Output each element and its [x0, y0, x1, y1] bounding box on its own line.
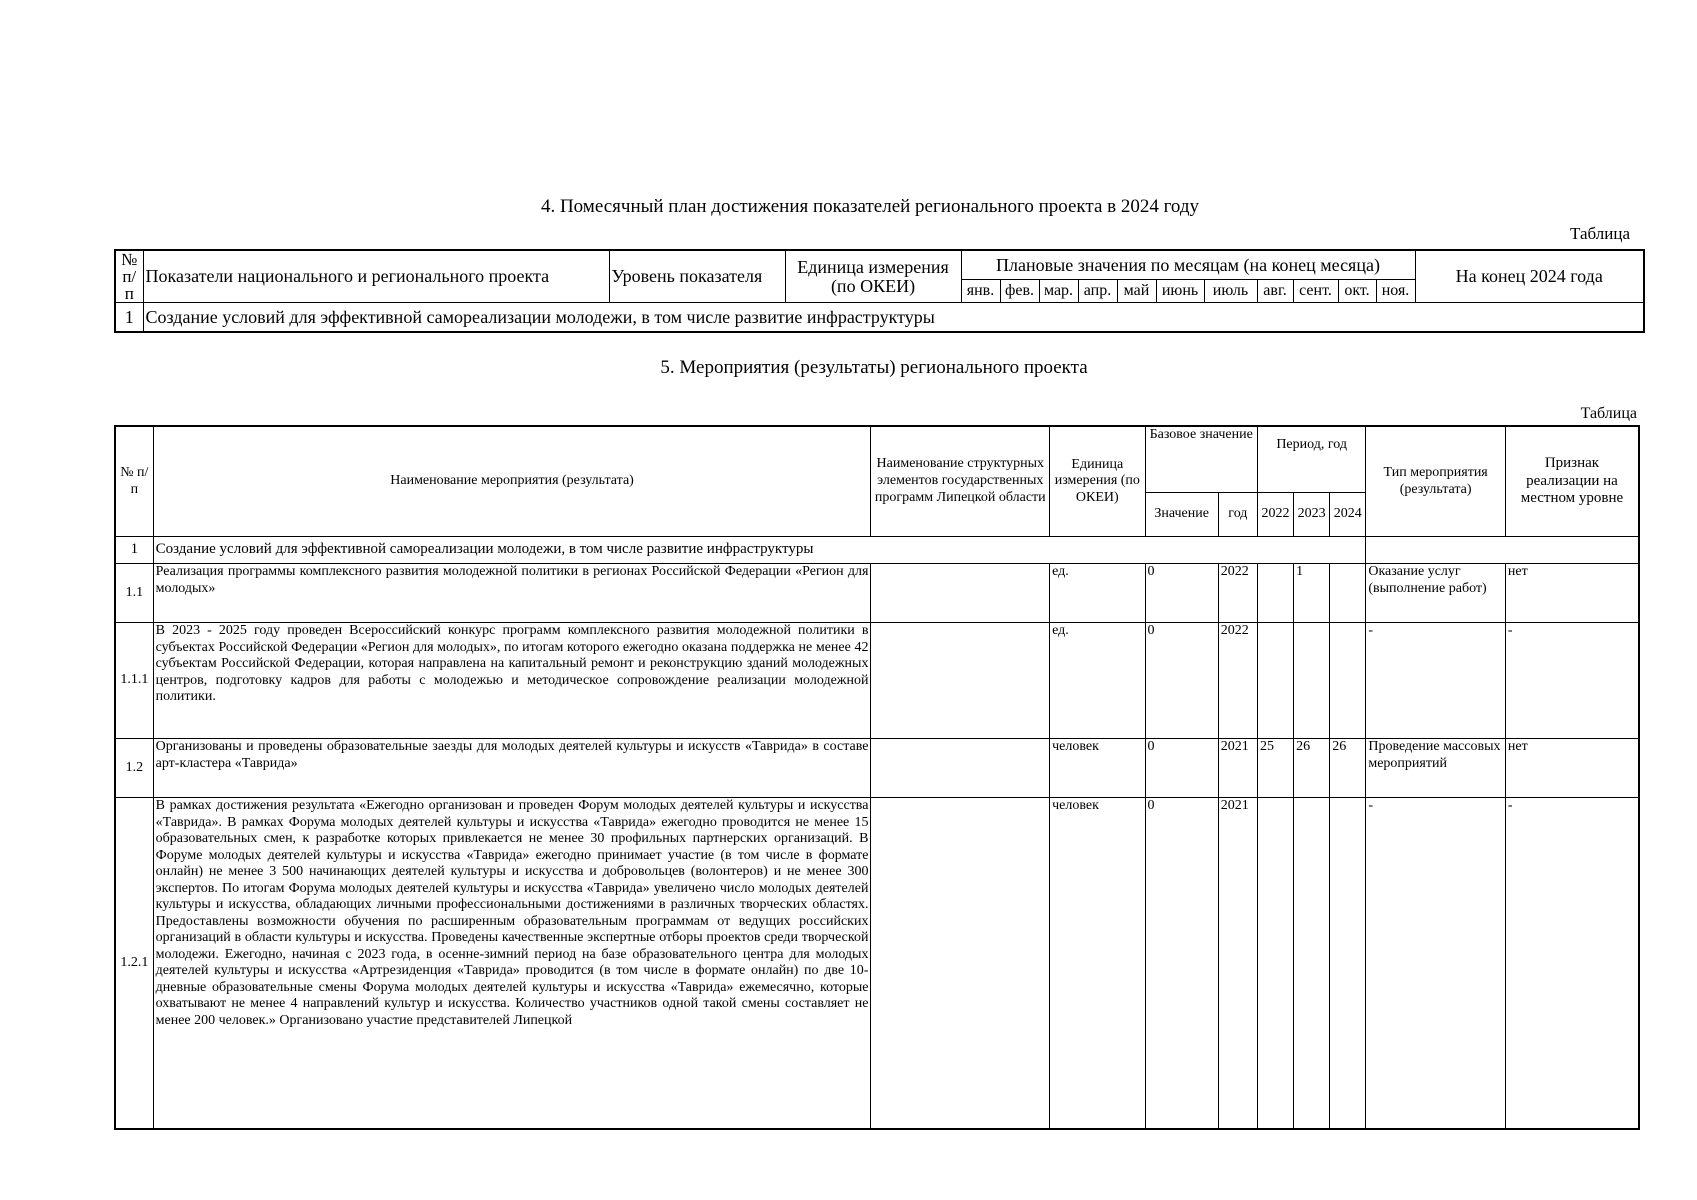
row-unit: человек — [1050, 798, 1145, 1130]
row-2022 — [1257, 564, 1293, 623]
col-header-indicators: Показатели национального и регионального проекта — [143, 250, 609, 303]
row-num: 1.1.1 — [115, 623, 153, 739]
section-row — [115, 537, 1639, 564]
row-2023: 1 — [1294, 564, 1330, 623]
row-struct — [871, 739, 1050, 798]
col-header-unit: Единица измерения (по ОКЕИ) — [1050, 426, 1145, 537]
row-base-value: 0 — [1145, 564, 1218, 623]
month-header: янв. — [961, 280, 1000, 303]
month-header: июль — [1204, 280, 1257, 303]
row-base-year: 2021 — [1218, 739, 1257, 798]
section5-table-label: Таблица — [1580, 405, 1637, 422]
row-unit: ед. — [1050, 564, 1145, 623]
col-header-local: Признак реализации на местном уровне — [1505, 426, 1639, 537]
col-header-level: Уровень показателя — [609, 250, 785, 303]
month-header: сент. — [1293, 280, 1338, 303]
month-header: июнь — [1156, 280, 1204, 303]
row-base-year: 2021 — [1218, 798, 1257, 1130]
month-header: май — [1117, 280, 1156, 303]
row-local: - — [1505, 623, 1639, 739]
row-2024: 26 — [1330, 739, 1366, 798]
table-row — [115, 623, 1639, 739]
col-header-year: 2023 — [1294, 493, 1330, 537]
col-header-period: Период, год — [1257, 426, 1365, 493]
row-local: - — [1505, 798, 1639, 1130]
row-2023: 26 — [1294, 739, 1330, 798]
month-header: мар. — [1039, 280, 1078, 303]
row-2024 — [1330, 564, 1366, 623]
row-2022 — [1257, 623, 1293, 739]
row-struct — [871, 564, 1050, 623]
col-header-base-value: Значение — [1145, 493, 1218, 537]
monthly-plan-table — [114, 249, 1645, 333]
row-name: В 2023 - 2025 году проведен Всероссийский конкурс программ комплексного развития молодежной политики в субъектах Российской Федерации «Регион для молодых», по итогам которого ежегодно оказана поддержка не менее 42 субъектам Российской Федерации, которая направлена на капитальный ремонт и реконструкцию зданий молодежных центров, подготовку кадров для работы с молодежью и методическое сопровождение реализации молодежной политики. — [153, 623, 871, 739]
col-header-base: Базовое значение — [1145, 426, 1257, 493]
col-header-struct: Наименование структурных элементов государственных программ Липецкой области — [871, 426, 1050, 537]
month-header: ноя. — [1376, 280, 1415, 303]
col-header-type: Тип мероприятия (результата) — [1366, 426, 1506, 537]
col-header-year-end: На конец 2024 года — [1415, 250, 1644, 303]
row-struct — [871, 623, 1050, 739]
table-row — [115, 564, 1639, 623]
section4-heading: 4. Помесячный план достижения показателей регионального проекта в 2024 году — [540, 196, 1200, 217]
row-2024 — [1330, 623, 1366, 739]
section5-heading: 5. Мероприятия (результаты) регионального проекта — [660, 357, 1088, 378]
row-type: Проведение массовых мероприятий — [1366, 739, 1506, 798]
row-text: Создание условий для эффективной самореализации молодежи, в том числе развитие инфраструктуры — [153, 537, 1366, 564]
section4-table-label: Таблица — [1570, 224, 1630, 243]
row-local: нет — [1505, 564, 1639, 623]
row-local: нет — [1505, 739, 1639, 798]
row-num: 1 — [115, 537, 153, 564]
row-text: Создание условий для эффективной самореализации молодежи, в том числе развитие инфраструктуры — [143, 303, 1644, 333]
row-struct — [871, 798, 1050, 1130]
table-row — [115, 739, 1639, 798]
row-unit: ед. — [1050, 623, 1145, 739]
row-2024 — [1330, 798, 1366, 1130]
row-name: Организованы и проведены образовательные заезды для молодых деятелей культуры и искусств «Таврида» в составе арт-кластера «Таврида» — [153, 739, 871, 798]
row-2023 — [1294, 623, 1330, 739]
col-header-year: 2022 — [1257, 493, 1293, 537]
row-name: Реализация программы комплексного развития молодежной политики в регионах Российской Федерации «Регион для молодых» — [153, 564, 871, 623]
month-header: апр. — [1078, 280, 1117, 303]
row-2023 — [1294, 798, 1330, 1130]
month-header: окт. — [1338, 280, 1376, 303]
col-header-num: № п/п — [115, 426, 153, 537]
row-type: - — [1366, 623, 1506, 739]
row-num: 1.2 — [115, 739, 153, 798]
row-unit: человек — [1050, 739, 1145, 798]
row-base-year: 2022 — [1218, 623, 1257, 739]
row-num: 1 — [115, 303, 143, 333]
col-header-unit: Единица измерения (по ОКЕИ) — [785, 250, 961, 303]
table-row — [115, 798, 1639, 1130]
activities-table — [114, 425, 1640, 1130]
month-header: авг. — [1257, 280, 1293, 303]
row-base-value: 0 — [1145, 739, 1218, 798]
row-num: 1.1 — [115, 564, 153, 623]
row-2022: 25 — [1257, 739, 1293, 798]
row-name: В рамках достижения результата «Ежегодно организован и проведен Форум молодых деятелей культуры и искусства «Таврида». В рамках Форума молодых деятелей культуры и искусства «Таврида» ежегодно проводится не менее 15 образовательных смен, к разработке которых привлекается не менее 30 профильных партнерских организаций. В Форуме молодых деятелей культуры и искусства «Таврида» ежегодно принимает участие (в том числе в формате онлайн) не менее 3 500 начинающих деятелей культуры и искусства и добровольцев (волонтеров) и не менее 300 экспертов. По итогам Форума молодых деятелей культуры и искусства «Таврида» увеличено число молодых деятелей культуры и искусства, обладающих личными профессиональными достижениями в различных творческих областях. Предоставлены возможности обучения по расширенным образовательным программам от ведущих российских организаций в области культуры и искусства. Проведены качественные экспертные отборы проектов среди творческой молодежи. Ежегодно, начиная с 2023 года, в осенне-зимний период на базе образовательного центра для молодых деятелей культуры и искусства «Артрезиденция «Таврида» проводится (в том числе в формате онлайн) по две 10-дневные образовательные смены Форума молодых деятелей культуры и искусства «Таврида» ежемесячно, которые охватывают не менее 4 направлений культур и искусства. Количество участников одной такой смены составляет не менее 200 человек.» Организовано участие представителей Липецкой — [153, 798, 871, 1130]
row-base-value: 0 — [1145, 798, 1218, 1130]
row-num: 1.2.1 — [115, 798, 153, 1130]
month-header: фев. — [1000, 280, 1039, 303]
row-type: - — [1366, 798, 1506, 1130]
col-header-base-year: год — [1218, 493, 1257, 537]
row-base-year: 2022 — [1218, 564, 1257, 623]
col-header-planned: Плановые значения по месяцам (на конец месяца) — [961, 250, 1415, 280]
table-row — [115, 303, 1644, 333]
col-header-year: 2024 — [1330, 493, 1366, 537]
col-header-name: Наименование мероприятия (результата) — [153, 426, 871, 537]
row-base-value: 0 — [1145, 623, 1218, 739]
row-2022 — [1257, 798, 1293, 1130]
row-type: Оказание услуг (выполнение работ) — [1366, 564, 1506, 623]
col-header-num: № п/п — [115, 250, 143, 303]
